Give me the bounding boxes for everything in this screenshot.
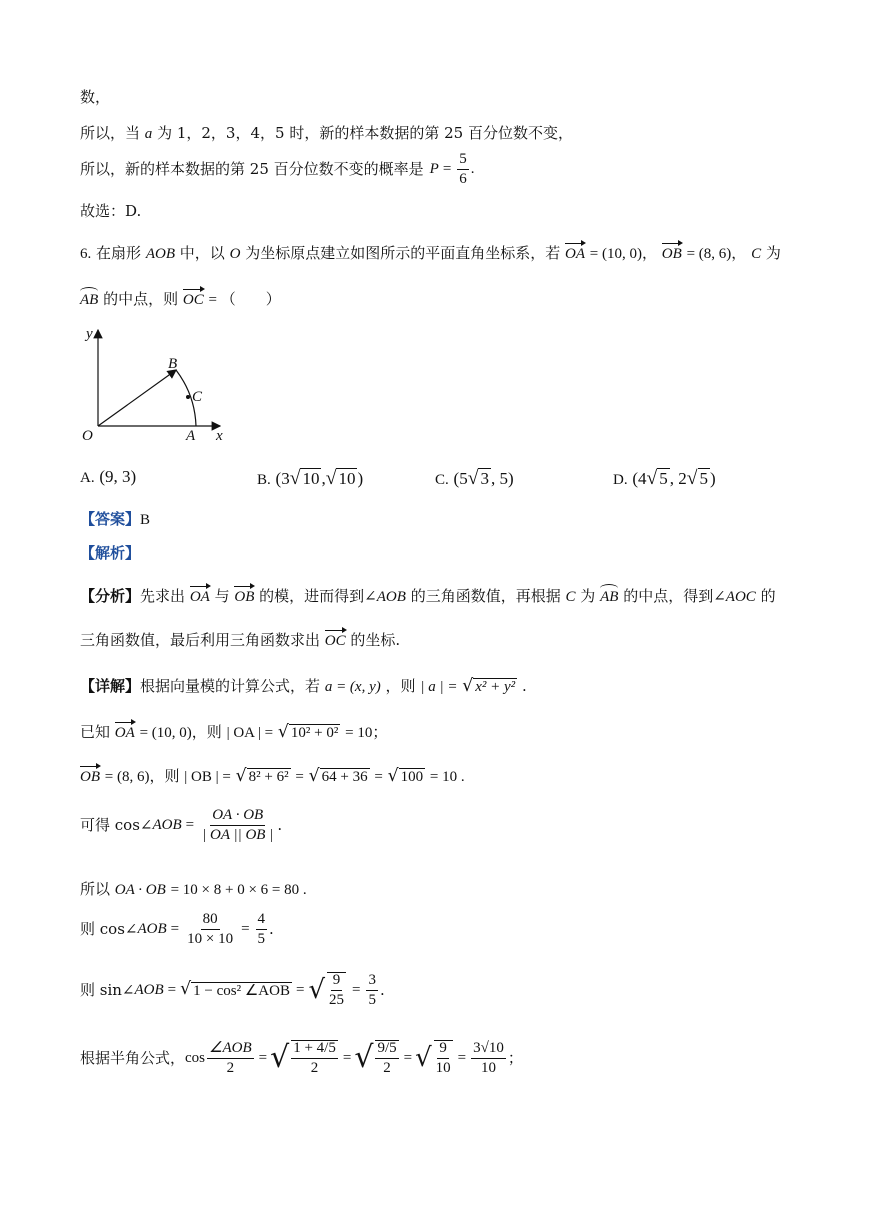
vector-ob: OB	[80, 766, 100, 785]
oa-line: 已知 OA = (10, 0)，则 | OA | = √ 10² + 0² = 10；	[80, 722, 388, 742]
text: .	[521, 677, 527, 695]
equals: =	[374, 769, 383, 785]
text: = (10, 0)，则	[139, 725, 222, 741]
text: = 10 × 8 + 0 × 6 = 80 .	[170, 882, 307, 898]
variable: AOB	[137, 921, 167, 937]
text: 在扇形	[96, 244, 142, 262]
text: 所以	[80, 880, 111, 898]
cos-formula-line: 可得 cos∠ AOB = $\frac{OA \cdot OB}{| OA || OB |}$ .	[80, 807, 283, 843]
radicand: 10² + 0²	[290, 725, 339, 741]
fraction	[327, 972, 346, 1008]
radicand: 10	[302, 469, 320, 488]
numerator: 9	[437, 1041, 449, 1059]
text-line	[80, 126, 573, 142]
text: 则 cos∠	[80, 920, 138, 938]
formula: | OB | =	[184, 769, 231, 785]
option-label: A.	[80, 470, 95, 486]
text-line: 故选：D.	[80, 202, 142, 220]
vector-ob-line	[98, 370, 176, 426]
denominator: 2	[226, 1059, 235, 1076]
answer-label: 【答案】	[80, 510, 141, 528]
variable: C	[565, 589, 576, 605]
variable: P	[429, 161, 439, 177]
option-b[interactable]: B. (3√ 10 ,√ 10 )	[257, 468, 364, 489]
text: 则 sin∠	[80, 980, 135, 999]
fraction	[256, 912, 268, 947]
text: 三角函数值，最后利用三角函数求出	[80, 631, 321, 649]
fraction	[366, 973, 378, 1008]
numerator: 3√10	[471, 1041, 506, 1059]
vector-oa: OA	[115, 722, 135, 741]
sin-value-line: 则 sin∠ AOB = √ 1 − cos² ∠AOB = √ $\frac{9}{25}$ = $\frac{3}{5}$ .	[80, 971, 385, 1008]
variable: AOB	[134, 981, 164, 998]
denominator: 2	[383, 1060, 391, 1076]
analysis-label: 【分析】	[80, 587, 141, 605]
text: 为	[580, 587, 596, 605]
text: 为	[765, 244, 781, 262]
numerator: 9/5	[375, 1041, 398, 1059]
option-a[interactable]	[80, 468, 136, 486]
text: ，则	[385, 677, 416, 695]
radicand: x² + y²	[475, 679, 516, 695]
option-label: C.	[435, 472, 449, 488]
text: 所以，新的样本数据的第 25 百分位数不变的概率是	[80, 160, 424, 178]
radicand: 64 + 36	[321, 769, 368, 785]
formula: a = (x, y)	[324, 679, 381, 695]
text: ；	[507, 1048, 523, 1067]
question-number: 6.	[80, 246, 92, 262]
analysis-line-2	[80, 630, 400, 649]
fraction	[291, 1040, 338, 1076]
denominator: 5	[368, 991, 376, 1008]
fraction	[207, 1041, 254, 1076]
text: )	[710, 469, 716, 488]
numerator: 80	[201, 912, 220, 930]
text: 的中点，则	[103, 290, 179, 308]
vector-ob: OB	[662, 243, 682, 262]
text: = （ ）	[208, 292, 281, 308]
variable: AOB	[152, 817, 182, 833]
formula: | OA | =	[226, 725, 274, 741]
analysis-line	[80, 584, 776, 605]
label-x: x	[216, 428, 223, 444]
radicand: 10	[338, 469, 356, 488]
text: 可得 cos∠	[80, 816, 153, 834]
text-line	[80, 152, 475, 187]
denominator: 10	[481, 1059, 496, 1076]
text: 的中点，得到∠	[623, 587, 726, 605]
text: (5	[453, 469, 468, 488]
radicand: 3	[480, 469, 489, 488]
detail-label: 【详解】	[80, 677, 141, 695]
label-b: B	[168, 356, 178, 372]
vector-ob: OB	[234, 586, 254, 605]
text: (4	[632, 469, 647, 488]
value: = (8, 6)	[686, 246, 732, 262]
variable: AOC	[725, 589, 756, 605]
text: cos	[185, 1049, 206, 1066]
vector-oa: OA	[565, 243, 585, 262]
dot-product-line	[80, 882, 307, 898]
text: = 10 .	[429, 769, 465, 785]
text: )	[357, 469, 364, 488]
text: 根据向量模的计算公式，若	[140, 677, 321, 695]
text: 与	[214, 587, 230, 605]
variable: a	[144, 126, 153, 142]
numerator: 9	[331, 973, 343, 991]
variable: AOB	[376, 589, 406, 605]
numerator: 4	[256, 912, 268, 930]
analysis-heading	[80, 546, 140, 561]
option-label: D.	[613, 472, 628, 488]
radicand: 1 − cos² ∠AOB	[193, 982, 290, 999]
text: 所以，当	[80, 124, 141, 142]
text: 的坐标.	[350, 631, 401, 649]
text-line: 数，	[80, 88, 111, 106]
text: 中，以	[179, 244, 225, 262]
vector-oa: OA	[190, 586, 210, 605]
variable: C	[751, 246, 762, 262]
variable: AOB	[145, 246, 175, 262]
vector-oc: OC	[183, 289, 204, 308]
label-o: O	[82, 428, 93, 444]
vector-oc: OC	[325, 630, 346, 649]
answer-line	[80, 512, 150, 528]
text: 的模，进而得到∠	[259, 587, 377, 605]
radicand: 5	[659, 469, 668, 488]
numerator: 1 + 4/5	[291, 1041, 338, 1059]
radicand: 5	[699, 469, 709, 488]
cos-value-line: 则 cos∠ AOB = $\frac{80}{10 \times 10}$ = $\frac{4}{5}$ .	[80, 911, 274, 947]
text: , 5)	[490, 469, 514, 488]
option-d[interactable]: D. (4√ 5 , 2√ 5 )	[613, 468, 716, 489]
fraction	[457, 152, 469, 187]
variable: O	[229, 246, 241, 262]
denominator: | OA || OB |	[202, 827, 274, 843]
denominator: 5	[257, 931, 266, 947]
option-c[interactable]: C. (5√ 3 , 5)	[435, 468, 514, 489]
radicand: 100	[400, 769, 424, 785]
text: = (8, 6)，则	[104, 769, 180, 785]
equals: =	[442, 161, 452, 177]
arc-ab: AB	[600, 584, 618, 605]
fraction	[375, 1040, 398, 1076]
text: , 2	[669, 469, 687, 488]
text: 的三角函数值，再根据	[410, 587, 561, 605]
denominator: 2	[310, 1060, 319, 1076]
label-y: y	[86, 326, 93, 342]
coordinate-figure	[80, 322, 240, 447]
arc-ab: AB	[80, 287, 98, 308]
question-stem-2	[80, 287, 281, 308]
value: = (10, 0)	[589, 246, 642, 262]
label-a: A	[186, 428, 196, 444]
text: 为 1，2，3，4，5 时，新的样本数据的第 25 百分位数不变，	[157, 124, 573, 142]
numerator: 5	[457, 152, 469, 170]
text: 已知	[80, 723, 111, 741]
denominator: 10	[435, 1060, 451, 1076]
question-stem: 6. 在扇形 AOB 中，以 O 为坐标原点建立如图所示的平面直角坐标系，若 OA = (10, 0)， OB = (8, 6)， C 为	[80, 244, 781, 262]
half-angle-line: 根据半角公式， cos $\frac{\text{∠AOB}}{2}$ = √ $\frac{1 + 4/5}{2}$ = √ $\frac{9/5}{2}$ = √ $\frac{9}{10}$ = $\frac{3√10}{10}$ ；	[80, 1039, 523, 1076]
text: 先求出	[140, 587, 186, 605]
formula: OA · OB	[114, 882, 166, 898]
radicand: 8² + 6²	[248, 769, 289, 785]
fraction	[185, 912, 235, 947]
denominator: 6	[459, 171, 467, 187]
fraction	[471, 1041, 506, 1076]
numerator: 3	[366, 973, 378, 991]
text: 为坐标原点建立如图所示的平面直角坐标系，若	[245, 244, 561, 262]
answer-value: B	[140, 512, 151, 528]
option-label: B.	[257, 472, 271, 488]
point-c	[186, 395, 190, 399]
equals: =	[295, 769, 304, 785]
fraction	[434, 1040, 453, 1076]
text: 根据半角公式，	[80, 1048, 186, 1067]
label-c: C	[192, 389, 203, 405]
text: = 10；	[345, 725, 388, 741]
denominator: 25	[329, 992, 345, 1008]
formula: | a | =	[420, 679, 458, 695]
ob-line: OB = (8, 6)，则 | OB | = √ 8² + 6² = √ 64 + 36 = √ 100 = 10 .	[80, 766, 465, 786]
numerator: OA · OB	[210, 808, 265, 826]
numerator: ∠AOB	[207, 1041, 254, 1059]
denominator: 10 × 10	[187, 931, 234, 947]
text: 的	[760, 587, 776, 605]
analysis-label: 【解析】	[80, 544, 141, 562]
text: .	[277, 816, 283, 834]
period: .	[470, 161, 475, 177]
text: ,	[321, 469, 326, 488]
text: (3	[275, 469, 290, 488]
option-value: (9, 3)	[99, 467, 137, 486]
fraction	[200, 808, 275, 843]
detail-line: 【详解】根据向量模的计算公式，若 a = (x, y) ，则 | a | = √ x² + y² .	[80, 676, 527, 696]
